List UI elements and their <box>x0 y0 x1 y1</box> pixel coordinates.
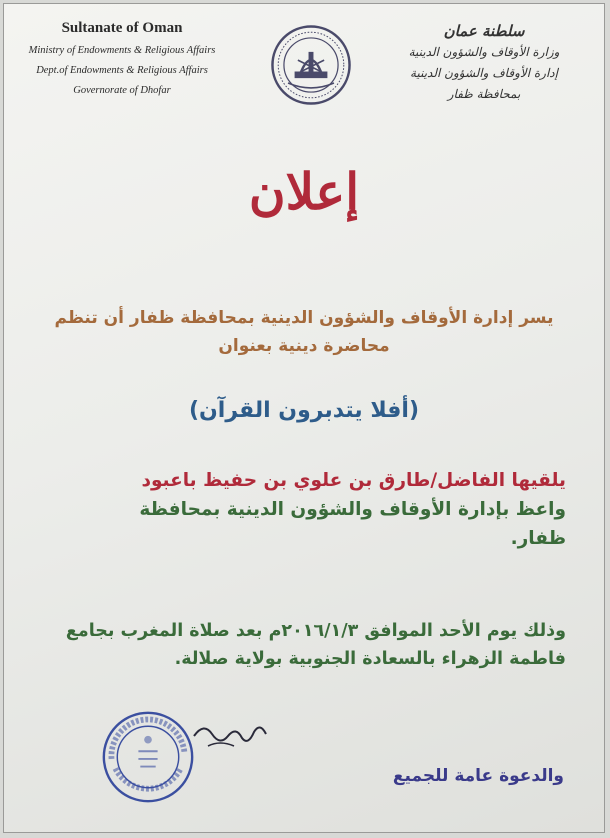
header-arabic-line4: بمحافظة ظفار <box>447 87 521 101</box>
official-stamp-icon <box>100 709 196 805</box>
header-arabic-line1: سلطنة عمان <box>443 22 525 40</box>
header-arabic <box>384 20 584 105</box>
closing-text: والدعوة عامة للجميع <box>392 766 564 786</box>
header-english-line1: Sultanate of Oman <box>61 20 183 36</box>
header-english <box>22 20 222 101</box>
intro-text <box>34 304 574 360</box>
header-english-line2: Ministry of Endowments & Religious Affairs <box>28 45 216 56</box>
event-details <box>44 617 566 673</box>
speaker-line1: يلقيها الفاضل/طارق بن علوي بن حفيظ باعبود <box>141 470 566 491</box>
header-english-line4: Governorate of Dhofar <box>73 85 171 96</box>
ministry-emblem-icon <box>270 24 352 106</box>
header-arabic-line3: إدارة الأوقاف والشؤون الدينية <box>410 66 558 80</box>
speaker-line2: واعظ بإدارة الأوقاف والشؤون الدينية بمحافظة <box>139 499 566 520</box>
speaker-text <box>44 466 566 553</box>
announcement-title: إعلان <box>248 162 360 221</box>
intro-line2: محاضرة دينية بعنوان <box>218 336 390 356</box>
intro-line1: يسر إدارة الأوقاف والشؤون الدينية بمحافظة ظفار أن تنظم <box>54 308 554 328</box>
details-line2: فاطمة الزهراء بالسعادة الجنوبية بولاية صلالة. <box>174 649 566 669</box>
header-english-line3: Dept.of Endowments & Religious Affairs <box>36 65 208 76</box>
handwritten-signature-icon <box>190 716 270 756</box>
header-arabic-line2: وزارة الأوقاف والشؤون الدينية <box>408 45 560 59</box>
details-line1: وذلك يوم الأحد الموافق ٢٠١٦/١/٣م بعد صلاة المغرب بجامع <box>65 621 566 641</box>
announcement-sheet <box>3 3 605 833</box>
lecture-title: (أفلا يتدبرون القرآن) <box>188 398 420 423</box>
speaker-line3: ظفار. <box>510 528 566 549</box>
